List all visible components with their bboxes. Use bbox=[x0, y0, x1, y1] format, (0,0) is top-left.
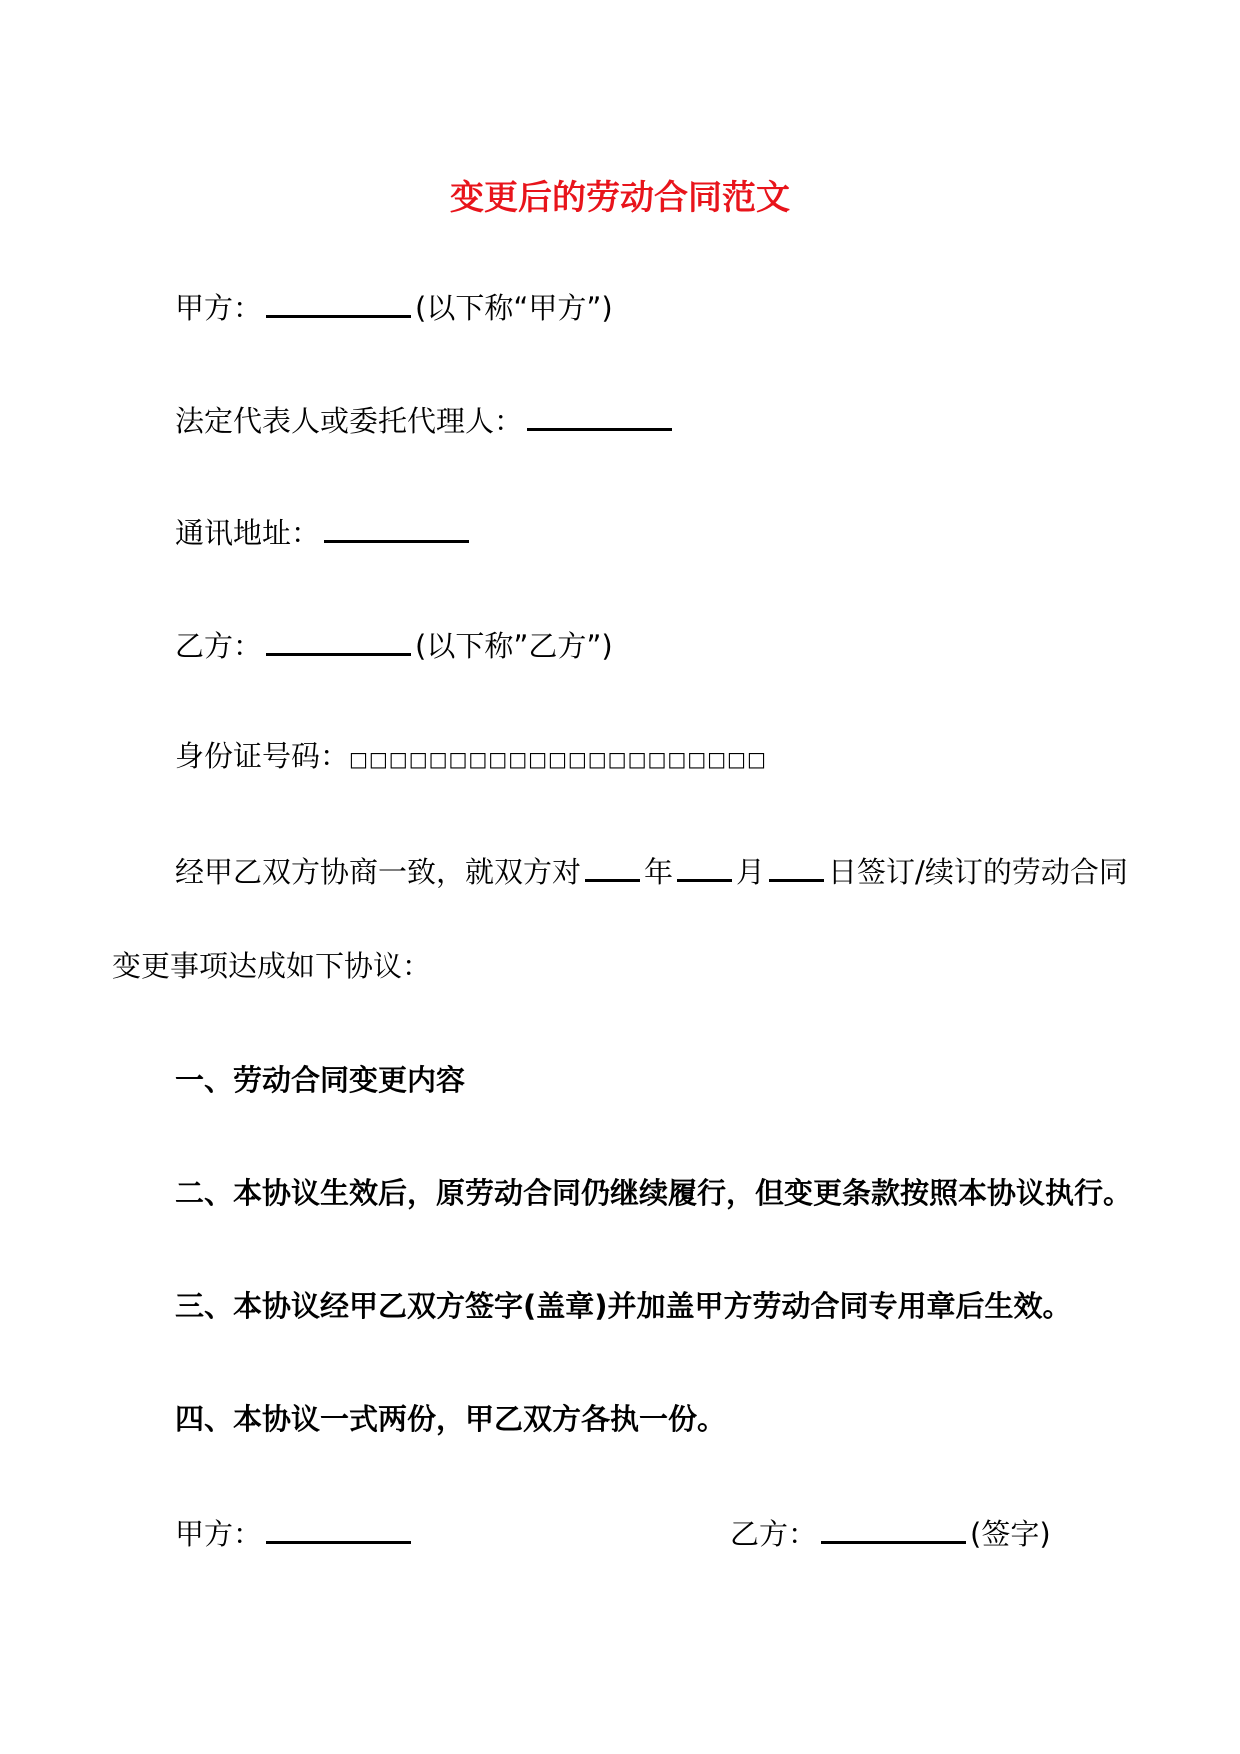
intro-part1: 经甲乙双方协商一致，就双方对 bbox=[175, 855, 582, 889]
address-line bbox=[175, 510, 473, 553]
legal-rep-line bbox=[175, 398, 676, 441]
signature-party-b-blank[interactable] bbox=[821, 1511, 966, 1544]
party-a-line bbox=[175, 285, 613, 328]
party-a-blank[interactable] bbox=[266, 285, 411, 318]
signature-party-b-suffix: (签字) bbox=[970, 1517, 1051, 1551]
party-a-suffix: (以下称“甲方”) bbox=[415, 291, 613, 325]
intro-year: 年 bbox=[644, 855, 674, 889]
party-a-label: 甲方： bbox=[175, 291, 263, 325]
legal-rep-blank[interactable] bbox=[527, 398, 672, 431]
year-blank[interactable] bbox=[585, 849, 640, 882]
signature-party-b-label: 乙方： bbox=[730, 1517, 818, 1551]
intro-day-tail: 日签订/续订的劳动合同 bbox=[828, 855, 1128, 889]
party-b-line bbox=[175, 623, 613, 666]
address-blank[interactable] bbox=[324, 510, 469, 543]
party-b-suffix: (以下称”乙方”) bbox=[415, 629, 613, 663]
legal-rep-label: 法定代表人或委托代理人： bbox=[175, 404, 524, 438]
clause-2: 二、本协议生效后，原劳动合同仍继续履行，但变更条款按照本协议执行。 bbox=[175, 1176, 1133, 1210]
document-title: 变更后的劳动合同范文 bbox=[450, 178, 790, 218]
clause-1: 一、劳动合同变更内容 bbox=[175, 1063, 466, 1097]
month-blank[interactable] bbox=[677, 849, 732, 882]
id-number-label: 身份证号码： bbox=[175, 739, 350, 773]
signature-party-a-blank[interactable] bbox=[266, 1511, 411, 1544]
day-blank[interactable] bbox=[769, 849, 824, 882]
party-b-label: 乙方： bbox=[175, 629, 263, 663]
clause-3: 三、本协议经甲乙双方签字(盖章)并加盖甲方劳动合同专用章后生效。 bbox=[175, 1289, 1072, 1323]
signature-party-b bbox=[730, 1511, 1051, 1554]
party-b-blank[interactable] bbox=[266, 623, 411, 656]
intro-month: 月 bbox=[736, 855, 766, 889]
intro-line-1 bbox=[175, 849, 1128, 892]
signature-party-a bbox=[175, 1511, 415, 1554]
address-label: 通讯地址： bbox=[175, 516, 321, 550]
intro-line-2: 变更事项达成如下协议： bbox=[112, 949, 432, 983]
signature-party-a-label: 甲方： bbox=[175, 1517, 263, 1551]
clause-4: 四、本协议一式两份，甲乙双方各执一份。 bbox=[175, 1402, 727, 1436]
id-number-line bbox=[175, 736, 767, 779]
id-number-boxes[interactable]: □□□□□□□□□□□□□□□□□□□□□ bbox=[349, 747, 767, 771]
